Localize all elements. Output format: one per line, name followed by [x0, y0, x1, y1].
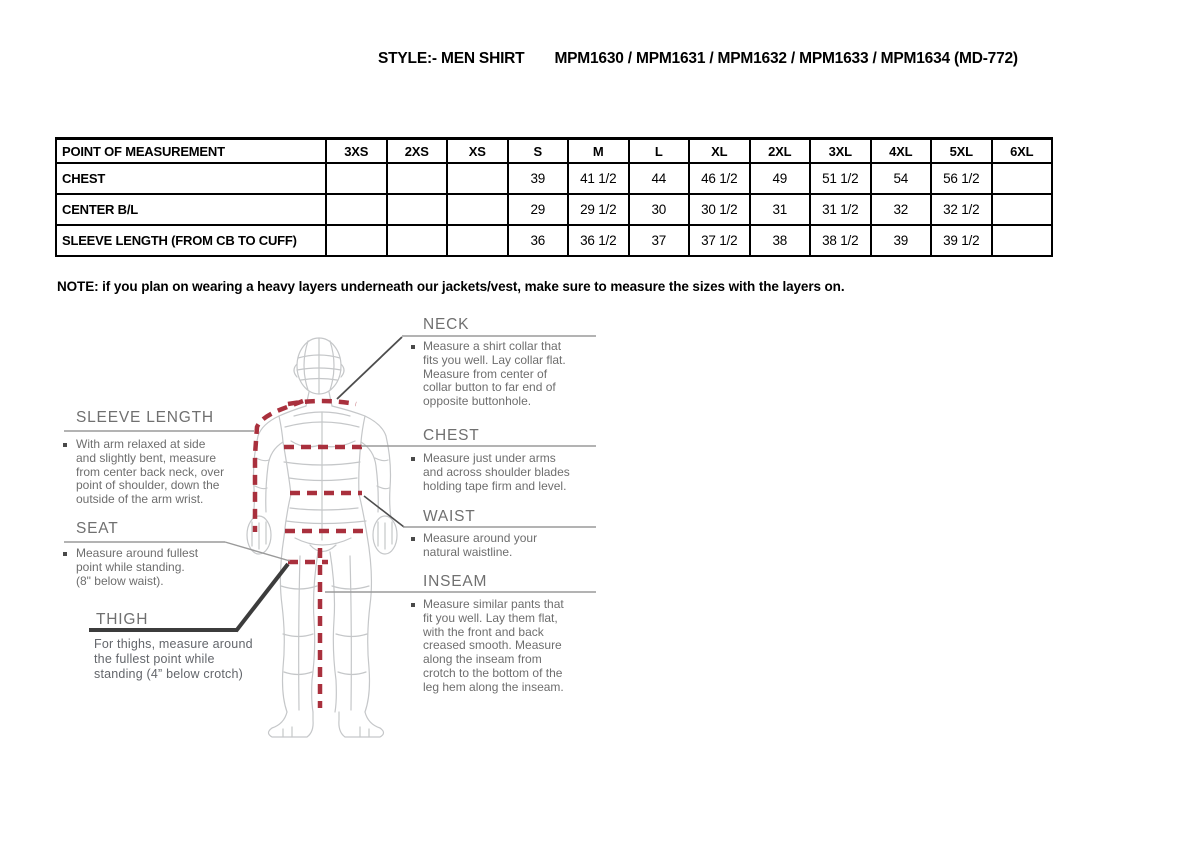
table-row-center-bl — [56, 194, 1052, 225]
waist-bullet-icon — [411, 537, 415, 541]
sleeve-6xl — [992, 225, 1053, 256]
header-size-2xs: 2XS — [387, 139, 448, 164]
sleeve-measure-line — [255, 401, 303, 532]
header-size-5xl: 5XL — [931, 139, 992, 164]
centerbl-2xs — [387, 194, 448, 225]
row-label-center-bl: CENTER B/L — [56, 194, 326, 225]
neck-section-heading: NECK — [423, 316, 470, 333]
centerbl-3xl: 31 1/2 — [810, 194, 871, 225]
sleeve-4xl: 39 — [871, 225, 932, 256]
centerbl-6xl — [992, 194, 1053, 225]
header-size-3xl: 3XL — [810, 139, 871, 164]
chest-5xl: 56 1/2 — [931, 163, 992, 194]
chest-section-text: Measure just under arms and across shoulder blades holding tape firm and level. — [423, 451, 570, 493]
sleeve-xs — [447, 225, 508, 256]
inseam-bullet-icon — [411, 603, 415, 607]
header-size-6xl: 6XL — [992, 139, 1053, 164]
chest-6xl — [992, 163, 1053, 194]
chest-xs — [447, 163, 508, 194]
header-size-4xl: 4XL — [871, 139, 932, 164]
header-size-s: S — [508, 139, 569, 164]
sleeve-2xs — [387, 225, 448, 256]
sleeve-s: 36 — [508, 225, 569, 256]
centerbl-xl: 30 1/2 — [689, 194, 750, 225]
row-label-chest: CHEST — [56, 163, 326, 194]
header-point-of-measurement: POINT OF MEASUREMENT — [56, 139, 326, 164]
chest-section-heading: CHEST — [423, 427, 480, 444]
chest-4xl: 54 — [871, 163, 932, 194]
centerbl-2xl: 31 — [750, 194, 811, 225]
chest-l: 44 — [629, 163, 690, 194]
inseam-section-text: Measure similar pants that fit you well. Lay them flat, with the front and back creased smooth. Measure along the inseam from crotch to the bottom of the leg hem along the inseam. — [423, 597, 564, 694]
thigh-section-heading: THIGH — [96, 611, 149, 628]
neck-bullet-icon — [411, 345, 415, 349]
seat-connector-line — [225, 542, 290, 561]
sleeve-5xl: 39 1/2 — [931, 225, 992, 256]
sleeve-length-section-heading: SLEEVE LENGTH — [76, 409, 214, 426]
header-size-3xs: 3XS — [326, 139, 387, 164]
centerbl-5xl: 32 1/2 — [931, 194, 992, 225]
size-table-header-row — [56, 139, 1052, 164]
header-size-2xl: 2XL — [750, 139, 811, 164]
thigh-section-text: For thighs, measure around the fullest point while standing (4” below crotch) — [94, 637, 253, 682]
note-text: NOTE: if you plan on wearing a heavy layers underneath our jackets/vest, make sure to measure the sizes with the layers on. — [57, 279, 845, 294]
sleeve-length-bullet-icon — [63, 443, 67, 447]
chest-3xl: 51 1/2 — [810, 163, 871, 194]
sleeve-length-section-text: With arm relaxed at side and slightly bent, measure from center back neck, over point of shoulder, down the outside of the arm wrist. — [76, 437, 225, 507]
table-row-chest — [56, 163, 1052, 194]
chest-2xs — [387, 163, 448, 194]
seat-section-text: Measure around fullest point while standing. (8" below waist). — [76, 546, 199, 588]
chest-m: 41 1/2 — [568, 163, 629, 194]
chest-2xl: 49 — [750, 163, 811, 194]
centerbl-3xs — [326, 194, 387, 225]
centerbl-m: 29 1/2 — [568, 194, 629, 225]
header-size-l: L — [629, 139, 690, 164]
seat-section-heading: SEAT — [76, 520, 119, 537]
centerbl-l: 30 — [629, 194, 690, 225]
waist-section-text: Measure around your natural waistline. — [423, 531, 538, 559]
figure-wireframe — [247, 338, 397, 737]
model-codes: MPM1630 / MPM1631 / MPM1632 / MPM1633 / MPM1634 (MD-772) — [554, 50, 1018, 67]
table-row-sleeve-length — [56, 225, 1052, 256]
sleeve-3xs — [326, 225, 387, 256]
sleeve-l: 37 — [629, 225, 690, 256]
sleeve-xl: 37 1/2 — [689, 225, 750, 256]
chest-bullet-icon — [411, 457, 415, 461]
inseam-section-heading: INSEAM — [423, 573, 488, 590]
neck-connector-line — [337, 337, 402, 399]
waist-connector-line — [364, 496, 404, 527]
header-size-xs: XS — [447, 139, 508, 164]
centerbl-s: 29 — [508, 194, 569, 225]
chest-xl: 46 1/2 — [689, 163, 750, 194]
header-size-xl: XL — [689, 139, 750, 164]
row-label-sleeve-length: SLEEVE LENGTH (FROM CB TO CUFF) — [56, 225, 326, 256]
waist-section-heading: WAIST — [423, 508, 476, 525]
seat-bullet-icon — [63, 552, 67, 556]
document-title — [378, 50, 1018, 68]
header-size-m: M — [568, 139, 629, 164]
thigh-connector-line — [236, 564, 288, 631]
sleeve-3xl: 38 1/2 — [810, 225, 871, 256]
chest-s: 39 — [508, 163, 569, 194]
chest-3xs — [326, 163, 387, 194]
sleeve-m: 36 1/2 — [568, 225, 629, 256]
style-label: STYLE:- MEN SHIRT — [378, 50, 525, 67]
centerbl-xs — [447, 194, 508, 225]
centerbl-4xl: 32 — [871, 194, 932, 225]
size-table — [55, 137, 1053, 257]
sleeve-2xl: 38 — [750, 225, 811, 256]
neck-section-text: Measure a shirt collar that fits you well. Lay collar flat. Measure from center of collar button to far end of opposite buttonhole. — [423, 339, 566, 409]
